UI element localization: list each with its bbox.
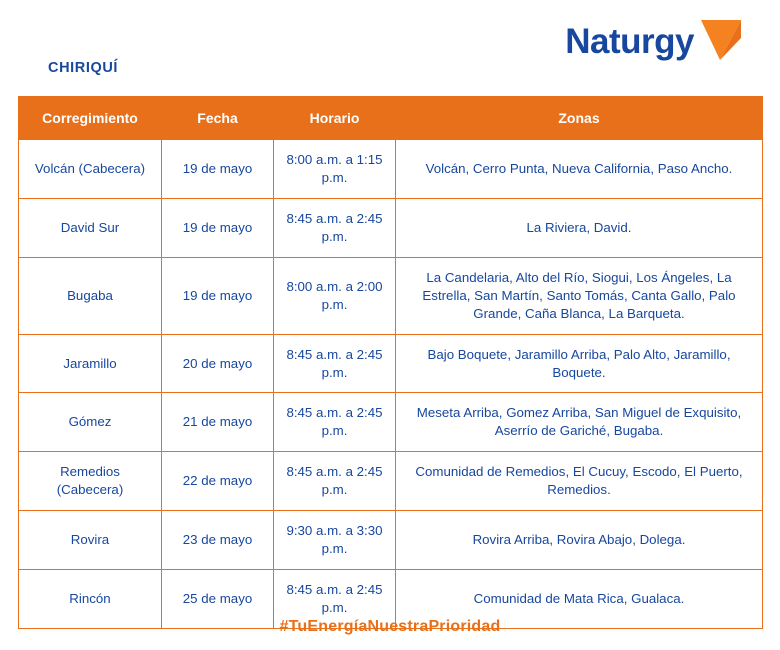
cell-horario: 8:45 a.m. a 2:45 p.m. bbox=[274, 198, 396, 257]
table-header-row bbox=[19, 97, 763, 140]
cell-zonas: La Candelaria, Alto del Río, Siogui, Los Ángeles, La Estrella, San Martín, Santo Tomás, Canta Gallo, Palo Grande, Caña Blanca, La Barqueta. bbox=[396, 257, 763, 334]
cell-horario: 9:30 a.m. a 3:30 p.m. bbox=[274, 511, 396, 570]
cell-fecha: 21 de mayo bbox=[162, 393, 274, 452]
table-body bbox=[19, 140, 763, 629]
cell-fecha: 19 de mayo bbox=[162, 198, 274, 257]
cell-fecha: 19 de mayo bbox=[162, 257, 274, 334]
cell-zonas: Comunidad de Mata Rica, Gualaca. bbox=[396, 570, 763, 629]
cell-horario: 8:00 a.m. a 2:00 p.m. bbox=[274, 257, 396, 334]
outage-table bbox=[18, 96, 763, 629]
cell-fecha: 25 de mayo bbox=[162, 570, 274, 629]
brand-name: Naturgy bbox=[565, 22, 694, 61]
footer-hashtag: #TuEnergíaNuestraPrioridad bbox=[279, 618, 501, 635]
cell-zonas: Bajo Boquete, Jaramillo Arriba, Palo Alto, Jaramillo, Boquete. bbox=[396, 334, 763, 393]
cell-corregimiento: David Sur bbox=[19, 198, 162, 257]
cell-horario: 8:45 a.m. a 2:45 p.m. bbox=[274, 334, 396, 393]
table-row bbox=[19, 393, 763, 452]
table-header bbox=[19, 97, 763, 140]
outage-table-container bbox=[18, 96, 762, 629]
table-row bbox=[19, 511, 763, 570]
cell-horario: 8:45 a.m. a 2:45 p.m. bbox=[274, 393, 396, 452]
table-row bbox=[19, 198, 763, 257]
cell-zonas: La Riviera, David. bbox=[396, 198, 763, 257]
cell-corregimiento: Rovira bbox=[19, 511, 162, 570]
region-title: CHIRIQUÍ bbox=[48, 60, 119, 76]
cell-corregimiento: Gómez bbox=[19, 393, 162, 452]
cell-horario: 8:00 a.m. a 1:15 p.m. bbox=[274, 140, 396, 199]
cell-corregimiento: Jaramillo bbox=[19, 334, 162, 393]
cell-corregimiento: Rincón bbox=[19, 570, 162, 629]
page-header bbox=[0, 0, 780, 86]
column-header-horario: Horario bbox=[274, 97, 396, 140]
cell-zonas: Comunidad de Remedios, El Cucuy, Escodo, El Puerto, Remedios. bbox=[396, 452, 763, 511]
table-row bbox=[19, 334, 763, 393]
cell-fecha: 20 de mayo bbox=[162, 334, 274, 393]
table-row bbox=[19, 257, 763, 334]
naturgy-logo bbox=[565, 24, 744, 67]
cell-zonas: Meseta Arriba, Gomez Arriba, San Miguel de Exquisito, Aserrío de Gariché, Bugaba. bbox=[396, 393, 763, 452]
cell-corregimiento: Volcán (Cabecera) bbox=[19, 140, 162, 199]
cell-zonas: Rovira Arriba, Rovira Abajo, Dolega. bbox=[396, 511, 763, 570]
cell-fecha: 22 de mayo bbox=[162, 452, 274, 511]
cell-horario: 8:45 a.m. a 2:45 p.m. bbox=[274, 452, 396, 511]
naturgy-flame-icon bbox=[698, 18, 744, 67]
column-header-fecha: Fecha bbox=[162, 97, 274, 140]
cell-corregimiento: Bugaba bbox=[19, 257, 162, 334]
table-row bbox=[19, 452, 763, 511]
cell-corregimiento: Remedios (Cabecera) bbox=[19, 452, 162, 511]
column-header-corregimiento: Corregimiento bbox=[19, 97, 162, 140]
column-header-zonas: Zonas bbox=[396, 97, 763, 140]
cell-zonas: Volcán, Cerro Punta, Nueva California, Paso Ancho. bbox=[396, 140, 763, 199]
cell-fecha: 23 de mayo bbox=[162, 511, 274, 570]
cell-horario: 8:45 a.m. a 2:45 p.m. bbox=[274, 570, 396, 629]
table-row bbox=[19, 140, 763, 199]
cell-fecha: 19 de mayo bbox=[162, 140, 274, 199]
